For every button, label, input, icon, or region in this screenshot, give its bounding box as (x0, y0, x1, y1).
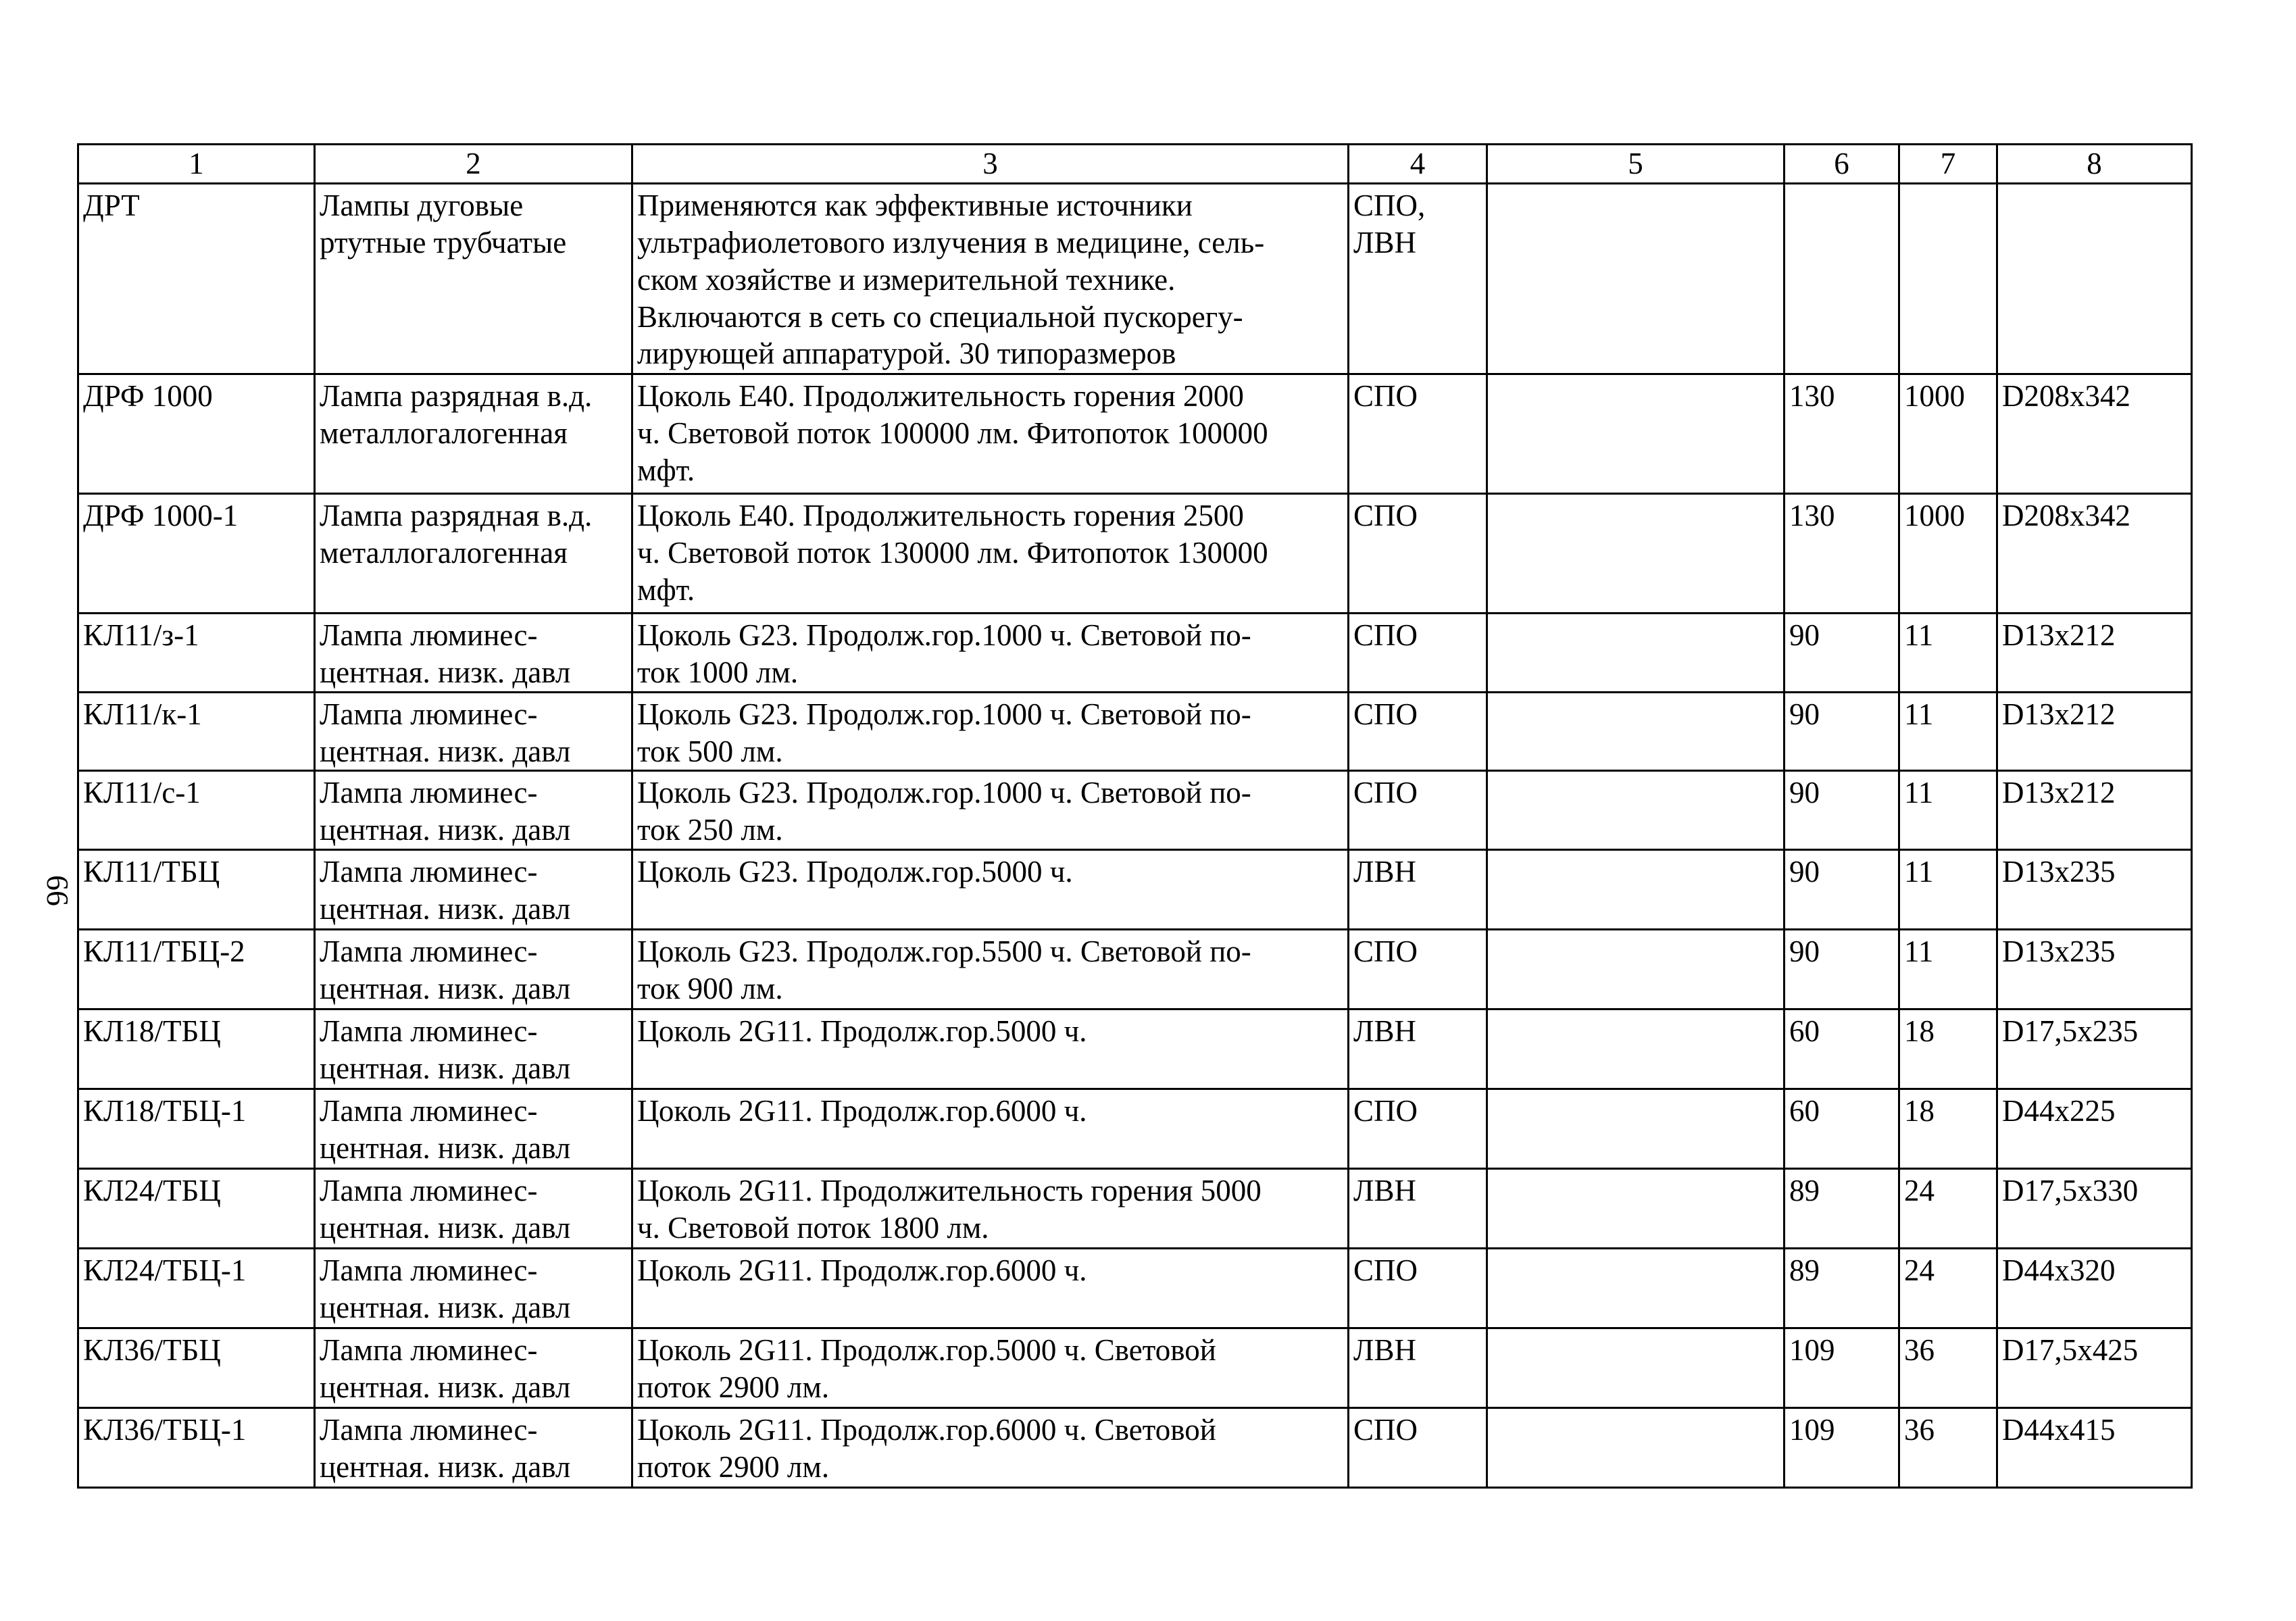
lamp-name-cell: Лампа люминес- центная. низк. давл (315, 1009, 632, 1089)
dimensions-cell: D17,5x330 (1997, 1169, 2192, 1249)
table-row (78, 1089, 2192, 1169)
lamp-name-cell: Лампа люминес- центная. низк. давл (315, 771, 632, 850)
lamp-type-cell: КЛ11/с-1 (78, 771, 315, 850)
dimensions-cell: D13x212 (1997, 613, 2192, 692)
supplier-cell: ЛВН (1349, 1009, 1487, 1089)
description-cell: Цоколь G23. Продолж.гор.1000 ч. Световой по- ток 250 лм. (632, 771, 1349, 850)
lamp-name-cell: Лампа люминес- центная. низк. давл (315, 1169, 632, 1249)
column-5-cell (1487, 1169, 1785, 1249)
column-6-cell (1785, 183, 1899, 374)
description-cell: Цоколь G23. Продолж.гор.1000 ч. Световой по- ток 1000 лм. (632, 613, 1349, 692)
description-cell: Цоколь 2G11. Продолжительность горения 5000 ч. Световой поток 1800 лм. (632, 1169, 1349, 1249)
supplier-cell: СПО (1349, 930, 1487, 1009)
table-row (78, 1328, 2192, 1408)
column-6-cell: 90 (1785, 613, 1899, 692)
description-cell: Цоколь G23. Продолж.гор.5500 ч. Световой по- ток 900 лм. (632, 930, 1349, 1009)
lamp-type-cell: КЛ11/к-1 (78, 692, 315, 771)
lamp-type-cell: КЛ18/ТБЦ (78, 1009, 315, 1089)
supplier-cell: СПО (1349, 1249, 1487, 1328)
column-7-cell: 24 (1899, 1169, 1997, 1249)
column-5-cell (1487, 374, 1785, 493)
lamp-type-cell: ДРТ (78, 183, 315, 374)
column-6-cell: 90 (1785, 930, 1899, 1009)
supplier-cell: СПО (1349, 374, 1487, 493)
lamp-type-cell: ДРФ 1000-1 (78, 493, 315, 613)
column-5-cell (1487, 1249, 1785, 1328)
column-5-cell (1487, 1089, 1785, 1169)
dimensions-cell: D13x235 (1997, 930, 2192, 1009)
column-6-cell: 90 (1785, 692, 1899, 771)
table-row (78, 493, 2192, 613)
dimensions-cell: D13x212 (1997, 692, 2192, 771)
table-row (78, 930, 2192, 1009)
dimensions-cell: D44x225 (1997, 1089, 2192, 1169)
column-6-cell: 60 (1785, 1009, 1899, 1089)
table-row (78, 1009, 2192, 1089)
column-7-cell: 11 (1899, 771, 1997, 850)
column-6-cell: 109 (1785, 1408, 1899, 1488)
lamp-type-cell: КЛ36/ТБЦ (78, 1328, 315, 1408)
supplier-cell: ЛВН (1349, 1328, 1487, 1408)
lamp-name-cell: Лампа люминес- центная. низк. давл (315, 692, 632, 771)
lamp-name-cell: Лампа люминес- центная. низк. давл (315, 1089, 632, 1169)
column-5-cell (1487, 1408, 1785, 1488)
column-header: 6 (1785, 145, 1899, 184)
description-cell: Цоколь 2G11. Продолж.гор.5000 ч. (632, 1009, 1349, 1089)
column-header: 1 (78, 145, 315, 184)
table-row (78, 692, 2192, 771)
column-5-cell (1487, 613, 1785, 692)
column-header: 4 (1349, 145, 1487, 184)
lamp-type-cell: КЛ11/ТБЦ (78, 850, 315, 930)
column-5-cell (1487, 692, 1785, 771)
supplier-cell: ЛВН (1349, 850, 1487, 930)
lamp-type-cell: КЛ36/ТБЦ-1 (78, 1408, 315, 1488)
supplier-cell: СПО (1349, 493, 1487, 613)
column-7-cell: 11 (1899, 613, 1997, 692)
column-6-cell: 109 (1785, 1328, 1899, 1408)
column-7-cell: 24 (1899, 1249, 1997, 1328)
column-6-cell: 130 (1785, 493, 1899, 613)
column-7-cell: 18 (1899, 1009, 1997, 1089)
lamp-name-cell: Лампа люминес- центная. низк. давл (315, 930, 632, 1009)
lamp-name-cell: Лампы дуговые ртутные трубчатые (315, 183, 632, 374)
description-cell: Цоколь Е40. Продолжительность горения 2500 ч. Световой поток 130000 лм. Фитопоток 130000 мфт. (632, 493, 1349, 613)
lamp-type-cell: КЛ24/ТБЦ (78, 1169, 315, 1249)
dimensions-cell: D13x212 (1997, 771, 2192, 850)
column-7-cell: 11 (1899, 930, 1997, 1009)
column-7-cell: 11 (1899, 692, 1997, 771)
column-5-cell (1487, 183, 1785, 374)
table-row (78, 613, 2192, 692)
dimensions-cell: D17,5x235 (1997, 1009, 2192, 1089)
lamp-name-cell: Лампа люминес- центная. низк. давл (315, 613, 632, 692)
column-5-cell (1487, 493, 1785, 613)
column-header: 7 (1899, 145, 1997, 184)
supplier-cell: ЛВН (1349, 1169, 1487, 1249)
dimensions-cell: D44x415 (1997, 1408, 2192, 1488)
supplier-cell: СПО (1349, 1408, 1487, 1488)
table-row (78, 374, 2192, 493)
supplier-cell: СПО, ЛВН (1349, 183, 1487, 374)
description-cell: Цоколь 2G11. Продолж.гор.6000 ч. Световой поток 2900 лм. (632, 1408, 1349, 1488)
column-7-cell: 1000 (1899, 374, 1997, 493)
lamp-type-cell: КЛ24/ТБЦ-1 (78, 1249, 315, 1328)
table-row (78, 1408, 2192, 1488)
dimensions-cell: D208x342 (1997, 493, 2192, 613)
description-cell: Цоколь G23. Продолж.гор.1000 ч. Световой по- ток 500 лм. (632, 692, 1349, 771)
column-5-cell (1487, 1328, 1785, 1408)
description-cell: Цоколь 2G11. Продолж.гор.6000 ч. (632, 1249, 1349, 1328)
lamp-name-cell: Лампа разрядная в.д. металлогалогенная (315, 374, 632, 493)
dimensions-cell: D208x342 (1997, 374, 2192, 493)
column-header: 5 (1487, 145, 1785, 184)
lamp-name-cell: Лампа люминес- центная. низк. давл (315, 1408, 632, 1488)
table-row (78, 850, 2192, 930)
supplier-cell: СПО (1349, 613, 1487, 692)
lamp-spec-table (77, 143, 2193, 1489)
column-6-cell: 89 (1785, 1249, 1899, 1328)
lamp-type-cell: КЛ11/з-1 (78, 613, 315, 692)
lamp-type-cell: КЛ11/ТБЦ-2 (78, 930, 315, 1009)
column-5-cell (1487, 1009, 1785, 1089)
lamp-type-cell: КЛ18/ТБЦ-1 (78, 1089, 315, 1169)
column-7-cell: 1000 (1899, 493, 1997, 613)
description-cell: Цоколь 2G11. Продолж.гор.5000 ч. Световой поток 2900 лм. (632, 1328, 1349, 1408)
supplier-cell: СПО (1349, 1089, 1487, 1169)
column-7-cell: 36 (1899, 1408, 1997, 1488)
dimensions-cell (1997, 183, 2192, 374)
column-6-cell: 90 (1785, 771, 1899, 850)
dimensions-cell: D17,5x425 (1997, 1328, 2192, 1408)
description-cell: Цоколь G23. Продолж.гор.5000 ч. (632, 850, 1349, 930)
lamp-name-cell: Лампа разрядная в.д. металлогалогенная (315, 493, 632, 613)
column-7-cell (1899, 183, 1997, 374)
table-body (78, 183, 2192, 1487)
table-row (78, 183, 2192, 374)
header-row (78, 145, 2192, 184)
column-5-cell (1487, 850, 1785, 930)
description-cell: Цоколь Е40. Продолжительность горения 2000 ч. Световой поток 100000 лм. Фитопоток 100000 мфт. (632, 374, 1349, 493)
lamp-type-cell: ДРФ 1000 (78, 374, 315, 493)
lamp-name-cell: Лампа люминес- центная. низк. давл (315, 1328, 632, 1408)
table-row (78, 771, 2192, 850)
column-7-cell: 11 (1899, 850, 1997, 930)
column-header: 3 (632, 145, 1349, 184)
table-row (78, 1249, 2192, 1328)
column-header: 2 (315, 145, 632, 184)
column-7-cell: 18 (1899, 1089, 1997, 1169)
column-header: 8 (1997, 145, 2192, 184)
table-row (78, 1169, 2192, 1249)
lamp-name-cell: Лампа люминес- центная. низк. давл (315, 850, 632, 930)
column-6-cell: 89 (1785, 1169, 1899, 1249)
column-6-cell: 60 (1785, 1089, 1899, 1169)
page-number: 66 (41, 875, 75, 906)
dimensions-cell: D44x320 (1997, 1249, 2192, 1328)
lamp-name-cell: Лампа люминес- центная. низк. давл (315, 1249, 632, 1328)
dimensions-cell: D13x235 (1997, 850, 2192, 930)
column-6-cell: 90 (1785, 850, 1899, 930)
column-5-cell (1487, 771, 1785, 850)
supplier-cell: СПО (1349, 771, 1487, 850)
column-5-cell (1487, 930, 1785, 1009)
supplier-cell: СПО (1349, 692, 1487, 771)
description-cell: Применяются как эффективные источники ультрафиолетового излучения в медицине, сель- ском хозяйстве и измерительной технике. Включаются в сеть со специальной пускорегу- лирующей аппаратурой. 30 типоразмеров (632, 183, 1349, 374)
column-6-cell: 130 (1785, 374, 1899, 493)
description-cell: Цоколь 2G11. Продолж.гор.6000 ч. (632, 1089, 1349, 1169)
column-7-cell: 36 (1899, 1328, 1997, 1408)
